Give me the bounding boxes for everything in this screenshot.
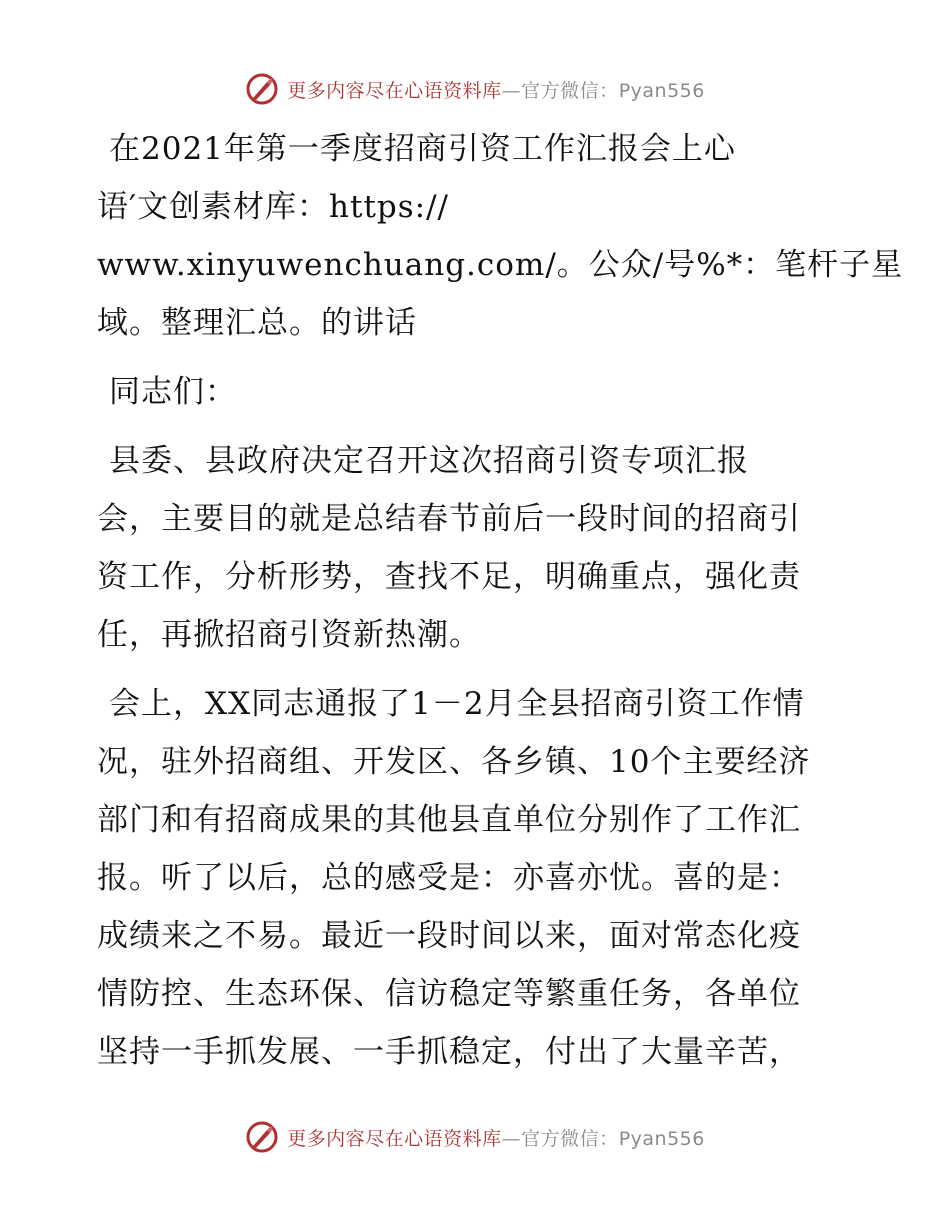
paragraph-line: 报。听了以后，总的感受是：亦喜亦忧。喜的是： bbox=[97, 860, 801, 896]
title-line: 域。整理汇总。的讲话 bbox=[97, 305, 417, 341]
paragraph-line: 资工作，分析形势，查找不足，明确重点，强化责 bbox=[97, 559, 801, 595]
banner-site-name: 更多内容尽在心语资料库 bbox=[287, 79, 502, 102]
paragraph-line: 县委、县政府决定召开这次招商引资专项汇报 bbox=[109, 443, 749, 479]
paragraph-line: 坚持一手抓发展、一手抓稳定，付出了大量辛苦， bbox=[97, 1034, 801, 1070]
document-body bbox=[97, 120, 904, 1081]
paragraph-line: 部门和有招商成果的其他县直单位分别作了工作汇 bbox=[97, 802, 801, 838]
title-line: 在2021年第一季度招商引资工作汇报会上心 bbox=[109, 131, 736, 167]
paragraph-line: 情防控、生态环保、信访稳定等繁重任务，各单位 bbox=[97, 976, 801, 1012]
paragraph-1 bbox=[97, 432, 857, 664]
banner-text bbox=[287, 76, 705, 103]
paragraph-line: 成绩来之不易。最近一段时间以来，面对常态化疫 bbox=[97, 918, 801, 954]
document-title bbox=[97, 120, 904, 352]
banner-dash: — bbox=[501, 79, 522, 102]
pen-logo-icon bbox=[245, 72, 279, 106]
pen-logo-icon bbox=[245, 1120, 279, 1154]
paragraph-line: 任，再掀招商引资新热潮。 bbox=[97, 617, 481, 653]
banner-dash: — bbox=[501, 1127, 522, 1150]
footer-banner bbox=[0, 1120, 950, 1154]
banner-wechat-id: Pyan556 bbox=[618, 1127, 705, 1150]
paragraph-2 bbox=[97, 675, 857, 1081]
paragraph-line: 况，驻外招商组、开发区、各乡镇、10个主要经济 bbox=[97, 744, 811, 780]
paragraph-line: 会，主要目的就是总结春节前后一段时间的招商引 bbox=[97, 501, 801, 537]
paragraph-line: 会上，XX同志通报了1－2月全县招商引资工作情 bbox=[109, 686, 805, 722]
banner-wechat-label: 官方微信： bbox=[521, 1127, 619, 1150]
banner-text bbox=[287, 1124, 705, 1151]
title-line: 语′文创素材库：https:// bbox=[97, 189, 450, 225]
banner-site-name: 更多内容尽在心语资料库 bbox=[287, 1127, 502, 1150]
header-banner bbox=[0, 72, 950, 106]
title-line: www.xinyuwenchuang.com/。公众/号%*：笔杆子星 bbox=[97, 247, 904, 283]
salutation: 同志们： bbox=[109, 374, 237, 410]
banner-wechat-label: 官方微信： bbox=[521, 79, 619, 102]
banner-wechat-id: Pyan556 bbox=[618, 79, 705, 102]
